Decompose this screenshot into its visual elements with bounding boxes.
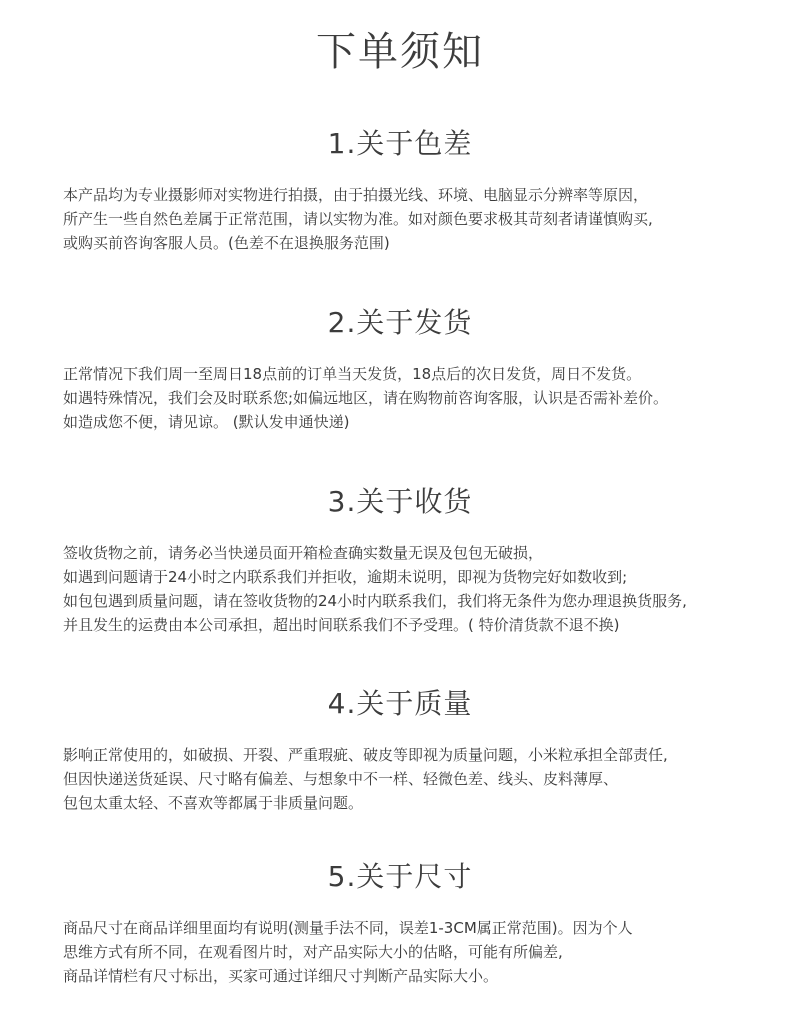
body-line: 本产品均为专业摄影师对实物进行拍摄，由于拍摄光线、环境、电脑显示分辨率等原因， — [63, 186, 649, 204]
section-heading: 1.关于色差 — [327, 127, 473, 160]
body-line: 如包包遇到质量问题，请在签收货物的24小时内联系我们，我们将无条件为您办理退换货服务, — [63, 592, 687, 610]
body-line: 商品尺寸在商品详细里面均有说明(测量手法不同，误差1-3CM属正常范围)。因为个人 — [63, 919, 633, 937]
page-title: 下单须知 — [316, 29, 484, 75]
section-size — [0, 859, 800, 988]
section-heading: 2.关于发货 — [327, 306, 473, 339]
section-body — [0, 916, 800, 988]
section-receiving — [0, 484, 800, 637]
section-body — [0, 183, 800, 255]
body-line: 影响正常使用的，如破损、开裂、严重瑕疵、破皮等即视为质量问题，小米粒承担全部责任, — [63, 746, 668, 764]
body-line: 或购买前咨询客服人员。(色差不在退换服务范围) — [63, 234, 390, 252]
section-heading: 3.关于收货 — [327, 485, 473, 518]
body-line: 如遇到问题请于24小时之内联系我们并拒收，逾期未说明，即视为货物完好如数收到; — [63, 568, 628, 586]
section-heading: 4.关于质量 — [327, 687, 473, 720]
body-line: 签收货物之前，请务必当快递员面开箱检查确实数量无误及包包无破损， — [63, 544, 544, 562]
body-line: 并且发生的运费由本公司承担，超出时间联系我们不予受理。( 特价清货款不退不换) — [63, 616, 620, 634]
section-quality — [0, 686, 800, 815]
section-heading: 5.关于尺寸 — [327, 860, 473, 893]
section-body — [0, 743, 800, 815]
body-line: 包包太重太轻、不喜欢等都属于非质量问题。 — [63, 794, 364, 812]
body-line: 商品详情栏有尺寸标出，买家可通过详细尺寸判断产品实际大小。 — [63, 967, 499, 985]
section-color-difference — [0, 126, 800, 255]
section-body — [0, 541, 800, 637]
body-line: 如遇特殊情况，我们会及时联系您;如偏远地区，请在购物前咨询客服，认识是否需补差价。 — [63, 389, 669, 407]
body-line: 如造成您不便，请见谅。 (默认发申通快递) — [63, 413, 350, 431]
body-line: 思维方式有所不同，在观看图片时，对产品实际大小的估略，可能有所偏差, — [63, 943, 563, 961]
body-line: 所产生一些自然色差属于正常范围，请以实物为准。如对颜色要求极其苛刻者请谨慎购买, — [63, 210, 653, 228]
section-body — [0, 362, 800, 434]
body-line: 但因快递送货延误、尺寸略有偏差、与想象中不一样、轻微色差、线头、皮料薄厚、 — [63, 770, 619, 788]
body-line: 正常情况下我们周一至周日18点前的订单当天发货，18点后的次日发货，周日不发货。 — [63, 365, 642, 383]
section-shipping — [0, 305, 800, 434]
